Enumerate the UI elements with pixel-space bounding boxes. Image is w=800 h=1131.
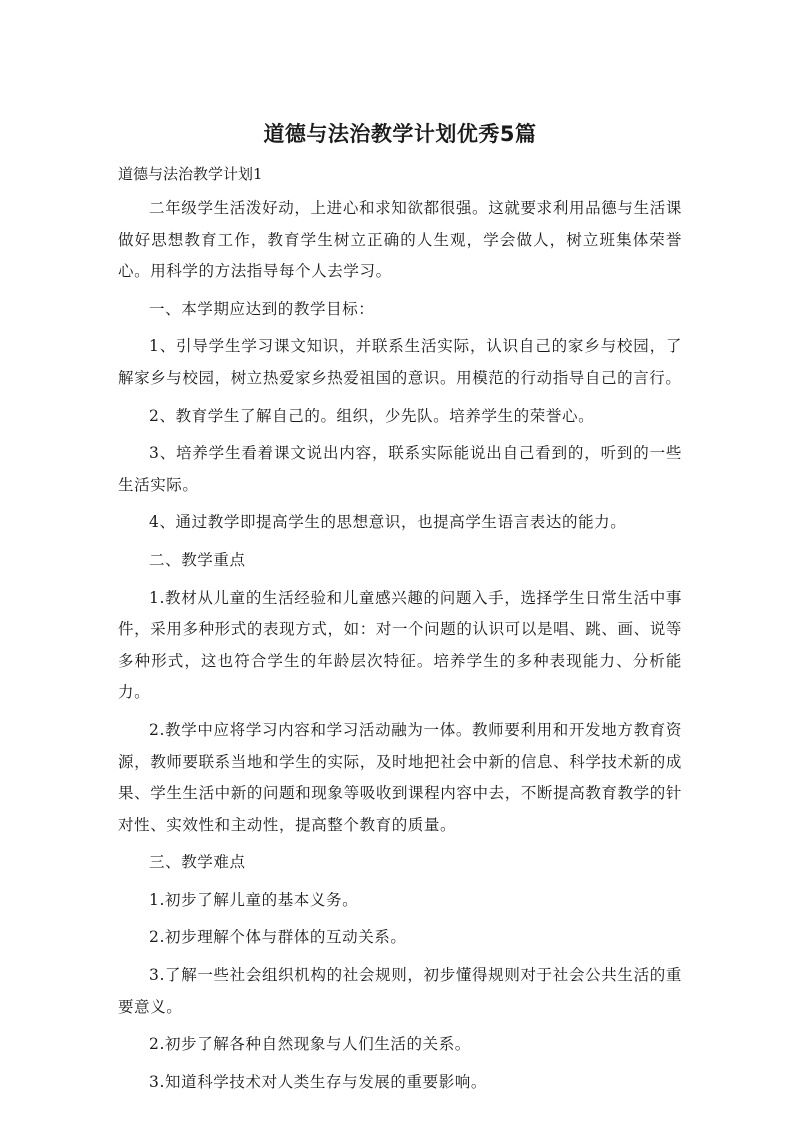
paragraph-difficulty-4: 2.初步了解各种自然现象与人们生活的关系。 [149, 1035, 471, 1054]
paragraph-difficulty-1: 1.初步了解儿童的基本义务。 [149, 890, 359, 909]
heading-key-points: 二、教学重点 [149, 550, 246, 569]
paragraph-goal-2: 2、教育学生了解自己的。组织，少先队。培养学生的荣誉心。 [149, 406, 595, 425]
heading-difficulties: 三、教学难点 [149, 853, 246, 872]
paragraph-intro: 二年级学生活泼好动，上进心和求知欲都很强。这就要求利用品德与生活课做好思想教育工作，教育学生树立正确的人生观，学会做人，树立班集体荣誉心。用科学的方法指导每个人去学习。 [118, 199, 682, 281]
paragraph-goal-1: 1、引导学生学习课文知识，并联系生活实际，认识自己的家乡与校园，了解家乡与校园，树立热爱家乡热爱祖国的意识。用模范的行动指导自己的言行。 [118, 337, 682, 387]
paragraph-difficulty-5: 3.知道科学技术对人类生存与发展的重要影响。 [149, 1072, 487, 1091]
paragraph-goal-4: 4、通过教学即提高学生的思想意识，也提高学生语言表达的能力。 [149, 513, 627, 532]
heading-teaching-goals: 一、本学期应达到的教学目标： [149, 299, 375, 318]
paragraph-difficulty-3: 3.了解一些社会组织机构的社会规则，初步懂得规则对于社会公共生活的重要意义。 [118, 966, 682, 1016]
paragraph-key-point-1: 1.教材从儿童的生活经验和儿童感兴趣的问题入手，选择学生日常生活中事件，采用多种形式的表现方式，如：对一个问题的认识可以是唱、跳、画、说等多种形式，这也符合学生的年龄层次特征。培养学生的多种表现能力、分析能力。 [118, 588, 682, 702]
document-body [118, 193, 682, 1104]
document-title: 道德与法治教学计划优秀5篇 [263, 122, 537, 146]
paragraph-key-point-2: 2.教学中应将学习内容和学习活动融为一体。教师要利用和开发地方教育资源，教师要联系当地和学生的实际，及时地把社会中新的信息、科学技术新的成果、学生生活中新的问题和现象等吸收到课程内容中去，不断提高教育教学的针对性、实效性和主动性，提高整个教育的质量。 [118, 720, 682, 834]
document-subtitle: 道德与法治教学计划1 [118, 165, 263, 183]
paragraph-goal-3: 3、培养学生看着课文说出内容，联系实际能说出自己看到的，听到的一些生活实际。 [118, 444, 682, 494]
paragraph-difficulty-2: 2.初步理解个体与群体的互动关系。 [149, 928, 407, 947]
